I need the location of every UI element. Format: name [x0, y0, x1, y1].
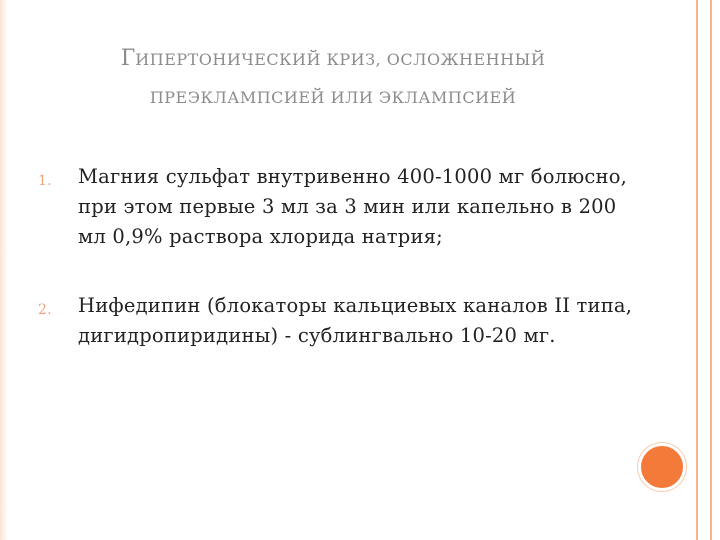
title-initial-cap: Г [120, 46, 136, 71]
list-item-text: Нифедипин (блокаторы кальциевых каналов II типа, дигидропиридины) - сублингвально 10-20 мг. [78, 294, 633, 347]
title-line-1 [0, 40, 666, 79]
orange-circle-decoration [638, 443, 686, 491]
numbered-list [38, 162, 638, 351]
list-item-number: 1. [38, 173, 52, 189]
list-item-number: 2. [38, 302, 52, 318]
title-line-2-text: ПРЕЭКЛАМПСИЕЙ ИЛИ ЭКЛАМПСИЕЙ [149, 88, 517, 107]
right-decorative-line-outer [696, 0, 698, 540]
slide-title [0, 40, 666, 117]
right-decorative-line-inner [710, 0, 712, 540]
title-line-1-text: ИПЕРТОНИЧЕСКИЙ КРИЗ, ОСЛОЖНЕННЫЙ [135, 50, 546, 69]
list-item [38, 162, 638, 252]
title-line-2 [0, 79, 666, 117]
list-item-text: Магния сульфат внутривенно 400-1000 мг болюсно, при этом первые 3 мл за 3 мин или капельно в 200 мл 0,9% раствора хлорида натрия; [78, 165, 628, 248]
list-item [38, 291, 638, 351]
